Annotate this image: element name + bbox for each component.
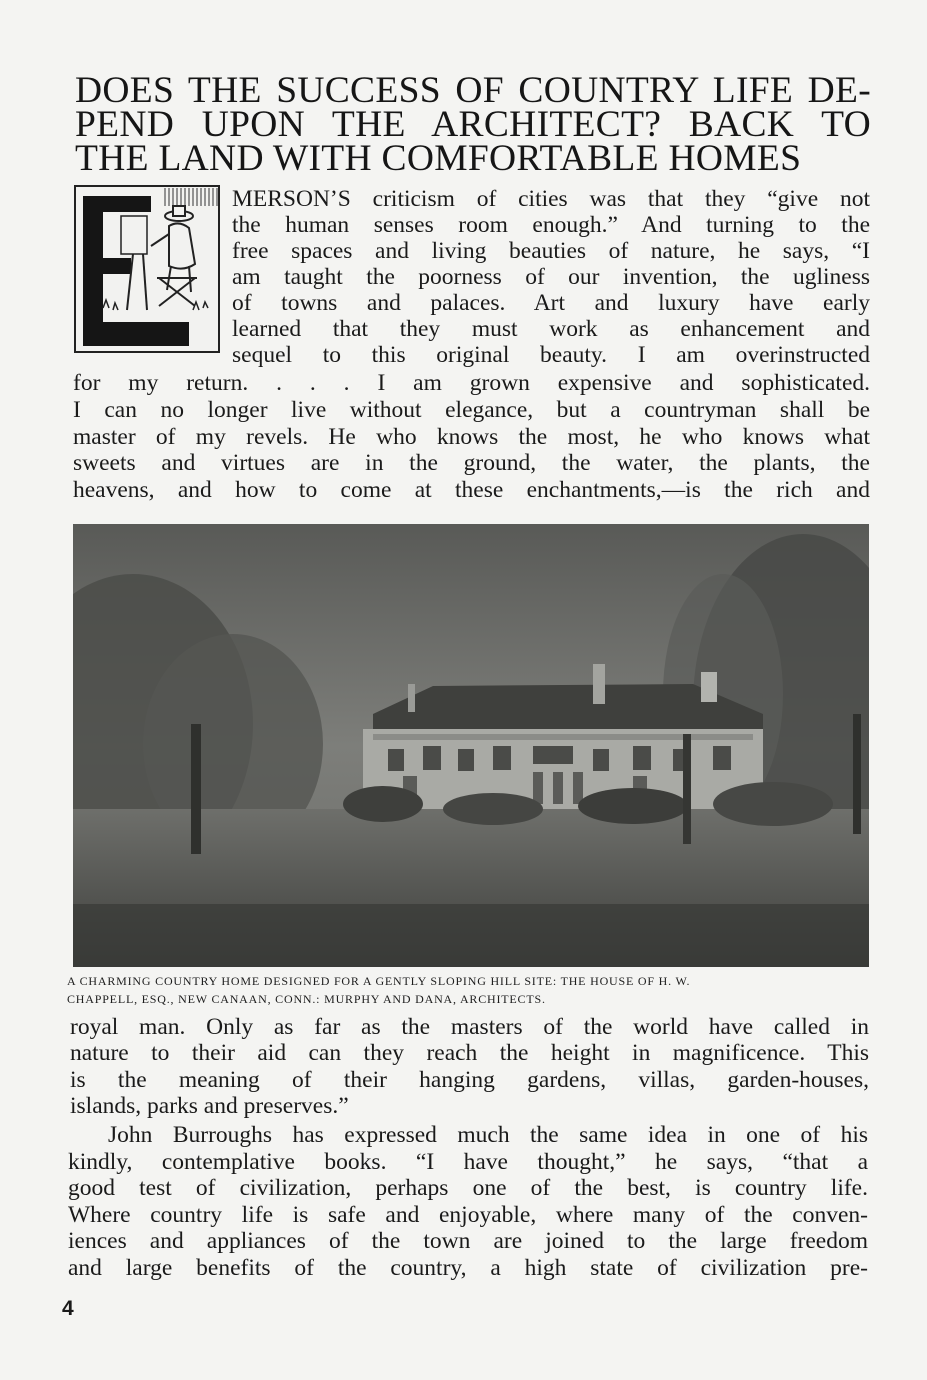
text-line: nature to their aid can they reach the height in magnificence. This [70,1040,869,1067]
headline-line-1: DOES THE SUCCESS OF COUNTRY LIFE DE- [75,70,871,111]
text-line: I can no longer live without elegance, but a countryman shall be [73,396,870,423]
text-line: is the meaning of their hanging gardens, villas, garden-houses, [70,1066,869,1093]
text-line: the human senses room enough.” And turning to the [232,212,870,238]
caption-line-1: A CHARMING COUNTRY HOME DESIGNED FOR A GENTLY SLOPING HILL SITE: THE HOUSE OF H. W. [67,974,691,988]
text-line: John Burroughs has expressed much the same idea in one of his [108,1122,868,1148]
burroughs-paragraph [68,1122,868,1281]
country-house-photograph [73,524,869,967]
text-line: kindly, contemplative books. “I have thought,” he says, “that a [68,1148,868,1175]
page-number: 4 [62,1297,74,1320]
text-line: heavens, and how to come at these enchantments,—is the rich and [73,477,870,504]
article-headline [75,70,871,179]
photo-caption [67,972,868,1008]
text-line: islands, parks and preserves.” [70,1092,349,1119]
text-line: sweets and virtues are in the ground, the water, the plants, the [73,450,870,477]
text-line: royal man. Only as far as the masters of the world have called in [70,1014,869,1040]
intro-paragraph-indented [232,186,870,368]
text-line: for my return. . . . I am grown expensive and sophisticated. [73,370,870,396]
text-line: learned that they must work as enhancement and [232,316,870,342]
continued-paragraph [70,1014,869,1119]
text-line: good test of civilization, perhaps one of the best, is country life. [68,1175,868,1201]
intro-paragraph-full [73,370,870,504]
drop-cap-e-illustration [73,182,221,360]
headline-line-3: THE LAND WITH COMFORTABLE HOMES [75,138,802,179]
text-line: master of my revels. He who knows the most, he who knows what [73,423,870,450]
text-line: and large benefits of the country, a high state of civilization pre- [68,1254,868,1281]
text-line: iences and appliances of the town are joined to the large freedom [68,1228,868,1254]
text-line: Where country life is safe and enjoyable, where many of the conven- [68,1201,868,1228]
text-line: of towns and palaces. Art and luxury have early [232,290,870,316]
text-line: am taught the poorness of our invention, the ugliness [232,264,870,290]
text-line: MERSON’S criticism of cities was that they “give not [232,186,870,212]
text-line: free spaces and living beauties of nature, he says, “I [232,238,870,264]
caption-line-2: CHAPPELL, ESQ., NEW CANAAN, CONN.: MURPHY AND DANA, ARCHITECTS. [67,992,546,1006]
headline-line-2: PEND UPON THE ARCHITECT? BACK TO [75,104,871,145]
text-line: sequel to this original beauty. I am overinstructed [232,342,870,368]
